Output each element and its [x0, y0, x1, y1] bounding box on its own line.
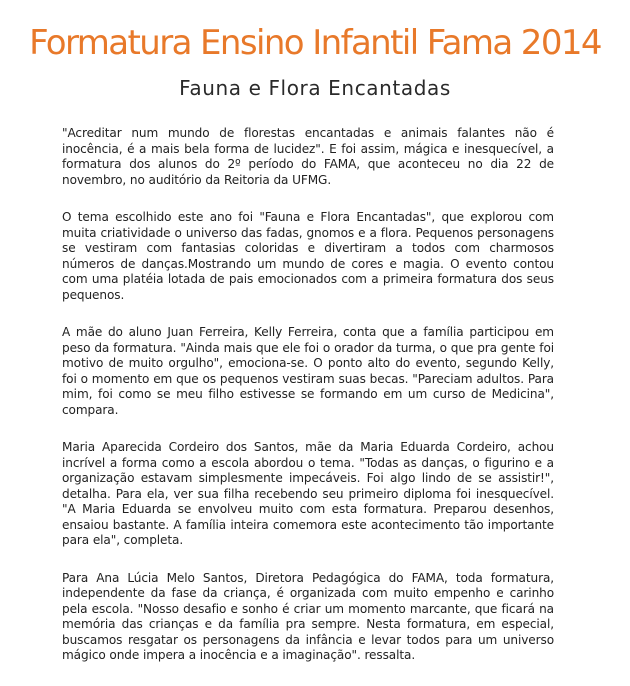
article-paragraph-4: Maria Aparecida Cordeiro dos Santos, mãe da Maria Eduarda Cordeiro, achou incrível a forma como a escola abordou o tema. "Todas as danças, o figurino e a organização estavam simplesmente impecáveis. Foi algo lindo de se assistir!", detalha. Para ela, ver sua filha recebendo seu primeiro diploma foi inesquecível. "A Maria Eduarda se envolveu muito com esta formatura. Preparou desenhos, ensaiou bastante. A família inteira comemora este acontecimento tão importante para ela", completa.: [62, 440, 554, 547]
page-title: Formatura Ensino Infantil Fama 2014: [29, 23, 601, 63]
page-subtitle: Fauna e Flora Encantadas: [179, 76, 451, 100]
article-body: [62, 126, 554, 686]
article-paragraph-1: "Acreditar num mundo de florestas encantadas e animais falantes não é inocência, é a mais bela forma de lucidez". E foi assim, mágica e inesquecível, a formatura dos alunos do 2º período do FAMA, que aconteceu no dia 22 de novembro, no auditório da Reitoria da UFMG.: [62, 126, 554, 187]
article-paragraph-2: O tema escolhido este ano foi "Fauna e Flora Encantadas", que explorou com muita criatividade o universo das fadas, gnomos e a flora. Pequenos personagens se vestiram com fantasias coloridas e divertiram a todos com charmosos números de danças.Mostrando um mundo de cores e magia. O evento contou com uma platéia lotada de pais emocionados com a primeira formatura dos seus pequenos.: [62, 210, 554, 302]
article-paragraph-5: Para Ana Lúcia Melo Santos, Diretora Pedagógica do FAMA, toda formatura, independente da fase da criança, é organizada com muito empenho e carinho pela escola. "Nosso desafio e sonho é criar um momento marcante, que ficará na memória das crianças e da família pra sempre. Nesta formatura, em especial, buscamos resgatar os personagens da infância e levar todos para um universo mágico onde impera a inocência e a imaginação". ressalta.: [62, 570, 554, 662]
article-paragraph-3: A mãe do aluno Juan Ferreira, Kelly Ferreira, conta que a família participou em peso da formatura. "Ainda mais que ele foi o orador da turma, o que pra gente foi motivo de muito orgulho", emociona-se. O ponto alto do evento, segundo Kelly, foi o momento em que os pequenos vestiram suas becas. "Pareciam adultos. Para mim, foi como se meu filho estivesse se formando em um curso de Medicina", compara.: [62, 325, 554, 417]
